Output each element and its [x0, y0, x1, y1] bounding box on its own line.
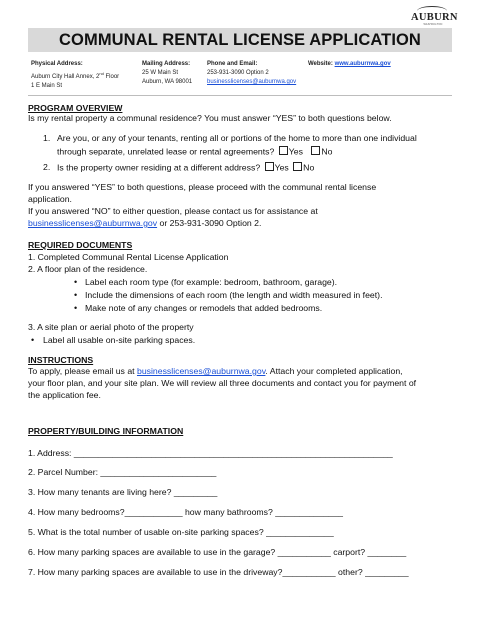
instructions-line3: the application fee. — [28, 390, 101, 400]
logo-word: AUBURN — [411, 12, 458, 23]
tenants-count-field[interactable]: 3. How many tenants are living here? _________ — [28, 487, 218, 497]
address-field[interactable]: 1. Address: __________________________________________________________________ — [28, 448, 393, 458]
question-1-line2: through separate, unrelated lease or rental agreements? Yes No — [57, 146, 333, 157]
document-item-1: 1. Completed Communal Rental License Application — [28, 252, 229, 262]
garage-carport-field[interactable]: 6. How many parking spaces are available to use in the garage? ___________ carport? ________ — [28, 547, 407, 557]
property-info-heading: PROPERTY/BUILDING INFORMATION — [28, 426, 184, 436]
overview-intro: Is my rental property a communal residence? You must answer “YES” to both questions below. — [28, 113, 392, 123]
q1-no-checkbox[interactable] — [311, 146, 320, 155]
auburn-logo — [411, 6, 458, 28]
floor-plan-bullet-3: Make note of any changes or remodels that added bedrooms. — [85, 303, 323, 313]
phone-number: 253-931-3090 Option 2 — [207, 70, 269, 76]
physical-address-label: Physical Address: — [31, 61, 83, 67]
document-item-2: 2. A floor plan of the residence. — [28, 264, 148, 274]
mailing-address-label: Mailing Address: — [142, 61, 191, 67]
question-2: Is the property owner residing at a different address? Yes No — [57, 162, 315, 173]
program-overview-heading: PROGRAM OVERVIEW — [28, 103, 123, 113]
bullet-icon: • — [74, 303, 78, 313]
bullet-icon: • — [74, 277, 78, 287]
bullet-icon: • — [74, 290, 78, 300]
instructions-heading: INSTRUCTIONS — [28, 355, 94, 365]
required-documents-heading: REQUIRED DOCUMENTS — [28, 240, 133, 250]
question-1-number: 1. — [43, 133, 51, 143]
q1-yes-checkbox[interactable] — [279, 146, 288, 155]
parcel-number-field[interactable]: 2. Parcel Number: ________________________ — [28, 467, 217, 477]
overview-email-link[interactable]: businesslicenses@auburnwa.gov — [28, 218, 158, 228]
driveway-other-field[interactable]: 7. How many parking spaces are available to use in the driveway?___________ other? _________ — [28, 567, 409, 577]
document-item-3: 3. A site plan or aerial photo of the property — [28, 322, 194, 332]
website — [308, 60, 391, 69]
bedrooms-bathrooms-field[interactable]: 4. How many bedrooms?____________ how many bathrooms? ______________ — [28, 507, 343, 517]
header-divider — [28, 95, 452, 96]
bullet-icon: • — [31, 335, 35, 345]
logo-subtitle: WASHINGTON — [423, 23, 443, 26]
question-1-line1: Are you, or any of your tenants, renting all or portions of the home to more than one individual — [57, 133, 417, 143]
physical-address-line1: Auburn City Hall Annex, 2nd Floor — [31, 71, 120, 80]
q2-no-checkbox[interactable] — [293, 162, 302, 171]
contact-email-link[interactable]: businesslicenses@auburnwa.gov — [207, 79, 297, 85]
instructions-line1: To apply, please email us at businesslicenses@auburnwa.gov. Attach your completed application, — [28, 366, 403, 376]
phone-email — [207, 60, 296, 87]
website-link[interactable]: www.auburnwa.gov — [334, 61, 391, 67]
q2-yes-checkbox[interactable] — [265, 162, 274, 171]
mailing-address-line1: 25 W Main St — [142, 70, 179, 76]
parking-total-field[interactable]: 5. What is the total number of usable on-site parking spaces? ______________ — [28, 527, 334, 537]
no-paragraph-line2: businesslicenses@auburnwa.gov or 253-931-3090 Option 2. — [28, 218, 262, 228]
physical-address — [31, 60, 119, 91]
question-2-number: 2. — [43, 162, 51, 172]
mailing-address-line2: Auburn, WA 98001 — [142, 79, 193, 85]
website-label: Website: — [308, 61, 333, 67]
site-plan-bullet-1: Label all usable on-site parking spaces. — [43, 335, 196, 345]
instructions-email-link[interactable]: businesslicenses@auburnwa.gov — [136, 366, 266, 376]
floor-plan-bullet-2: Include the dimensions of each room (the length and width measured in feet). — [85, 290, 383, 300]
page-title: COMMUNAL RENTAL LICENSE APPLICATION — [28, 28, 452, 52]
instructions-line2: your floor plan, and your site plan. We will review all three documents and contact you for payment of — [28, 378, 417, 388]
no-paragraph-line1: If you answered “NO” to either question, please contact us for assistance at — [28, 206, 318, 216]
physical-address-line2: 1 E Main St — [31, 83, 63, 89]
mailing-address — [142, 60, 192, 87]
yes-paragraph-line1: If you answered “YES” to both questions, please proceed with the communal rental license — [28, 182, 377, 192]
floor-plan-bullet-1: Label each room type (for example: bedroom, bathroom, garage). — [85, 277, 338, 287]
yes-paragraph-line2: application. — [28, 194, 72, 204]
phone-email-label: Phone and Email: — [207, 61, 258, 67]
